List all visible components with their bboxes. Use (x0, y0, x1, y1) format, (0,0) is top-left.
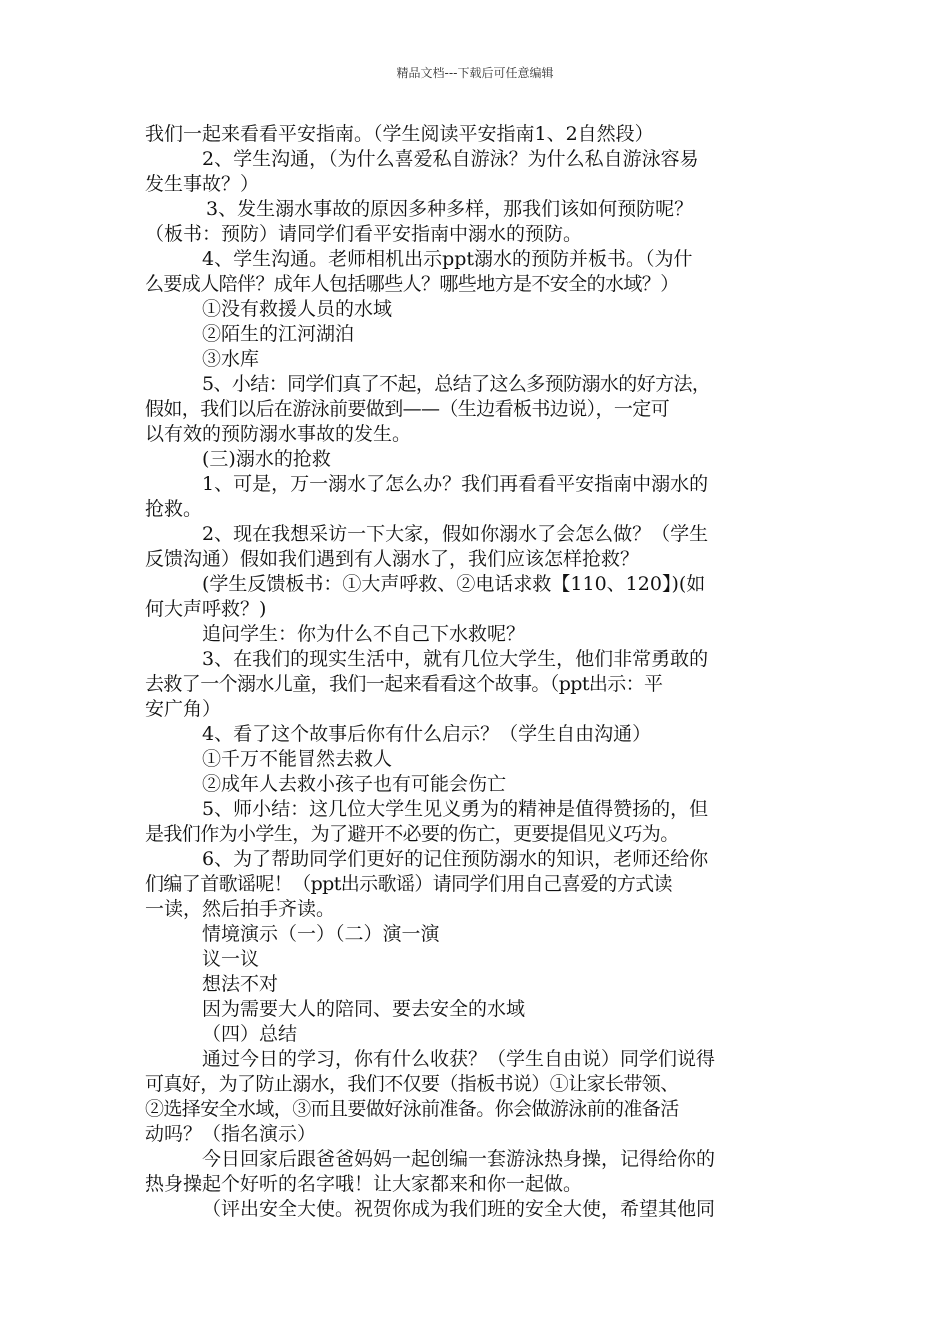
text-line: 一读，然后拍手齐读。 (145, 898, 336, 920)
page-header: 精品文档---下载后可任意编辑 (396, 66, 554, 80)
text-line: ③水库 (202, 348, 260, 370)
text-line: 通过今日的学习，你有什么收获？（学生自由说）同学们说得 (202, 1048, 716, 1070)
text-line: 5、师小结：这几位大学生见义勇为的精神是值得赞扬的，但 (202, 798, 709, 820)
text-line: 以有效的预防溺水事故的发生。 (145, 423, 412, 445)
text-line: （评出安全大使。祝贺你成为我们班的安全大使，希望其他同 (202, 1198, 716, 1220)
text-line: 是我们作为小学生，为了避开不必要的伤亡，更要提倡见义巧为。 (145, 823, 679, 845)
text-line: 发生事故？） (145, 173, 260, 195)
text-line: 追问学生：你为什么不自己下水救呢？ (202, 623, 526, 645)
text-line: 可真好，为了防止溺水，我们不仅要（指板书说）①让家长带领、 (145, 1073, 679, 1095)
text-line: (三)溺水的抢救 (202, 448, 331, 470)
text-line: 热身操起个好听的名字哦！让大家都来和你一起做。 (145, 1173, 583, 1195)
text-line: 么要成人陪伴？成年人包括哪些人？哪些地方是不安全的水域？） (145, 273, 679, 295)
text-line: 们编了首歌谣呢！（ppt出示歌谣）请同学们用自己喜爱的方式读 (145, 873, 672, 895)
text-line: 议一议 (202, 948, 260, 970)
text-line: 5、小结：同学们真了不起，总结了这么多预防溺水的好方法， (202, 373, 711, 395)
text-line: 今日回家后跟爸爸妈妈一起创编一套游泳热身操，记得给你的 (202, 1148, 716, 1170)
text-line: 3、发生溺水事故的原因多种多样，那我们该如何预防呢？ (206, 198, 694, 220)
text-line: （板书：预防）请同学们看平安指南中溺水的预防。 (145, 223, 583, 245)
text-line: 1、可是，万一溺水了怎么办？我们再看看平安指南中溺水的 (202, 473, 709, 495)
text-line: (学生反馈板书：①大声呼救、②电话求救【110、120】)(如 (202, 573, 706, 595)
text-line: ①千万不能冒然去救人 (202, 748, 393, 770)
text-line: 动吗？（指名演示） (145, 1123, 317, 1145)
text-line: 情境演示（一）（二）演一演 (202, 923, 440, 945)
text-line: ①没有救援人员的水域 (202, 298, 393, 320)
text-line: 我们一起来看看平安指南。（学生阅读平安指南1、2自然段） (145, 123, 654, 145)
text-line: 6、为了帮助同学们更好的记住预防溺水的知识，老师还给你 (202, 848, 709, 870)
text-line: 2、现在我想采访一下大家，假如你溺水了会怎么做？（学生 (202, 523, 709, 545)
text-line: 想法不对 (202, 973, 279, 995)
text-line: 何大声呼救？) (145, 598, 267, 620)
text-line: 2、学生沟通，（为什么喜爱私自游泳？为什么私自游泳容易 (202, 148, 699, 170)
text-line: 反馈沟通）假如我们遇到有人溺水了，我们应该怎样抢救？ (145, 548, 640, 570)
text-line: 抢救。 (145, 498, 203, 520)
text-line: ②成年人去救小孩子也有可能会伤亡 (202, 773, 507, 795)
text-line: 4、学生沟通。老师相机出示ppt溺水的预防并板书。（为什 (202, 248, 693, 270)
text-line: 去救了一个溺水儿童，我们一起来看看这个故事。（ppt出示：平 (145, 673, 663, 695)
text-line: ②选择安全水域，③而且要做好泳前准备。你会做游泳前的准备活 (145, 1098, 679, 1120)
text-line: ②陌生的江河湖泊 (202, 323, 355, 345)
text-line: 4、看了这个故事后你有什么启示？（学生自由沟通） (202, 723, 652, 745)
text-line: 安广角） (145, 698, 222, 720)
text-line: （四）总结 (202, 1023, 298, 1045)
text-line: 假如，我们以后在游泳前要做到——（生边看板书边说），一定可 (145, 398, 670, 420)
text-line: 因为需要大人的陪同、要去安全的水域 (202, 998, 526, 1020)
text-line: 3、在我们的现实生活中，就有几位大学生，他们非常勇敢的 (202, 648, 709, 670)
document-body (145, 122, 810, 1222)
